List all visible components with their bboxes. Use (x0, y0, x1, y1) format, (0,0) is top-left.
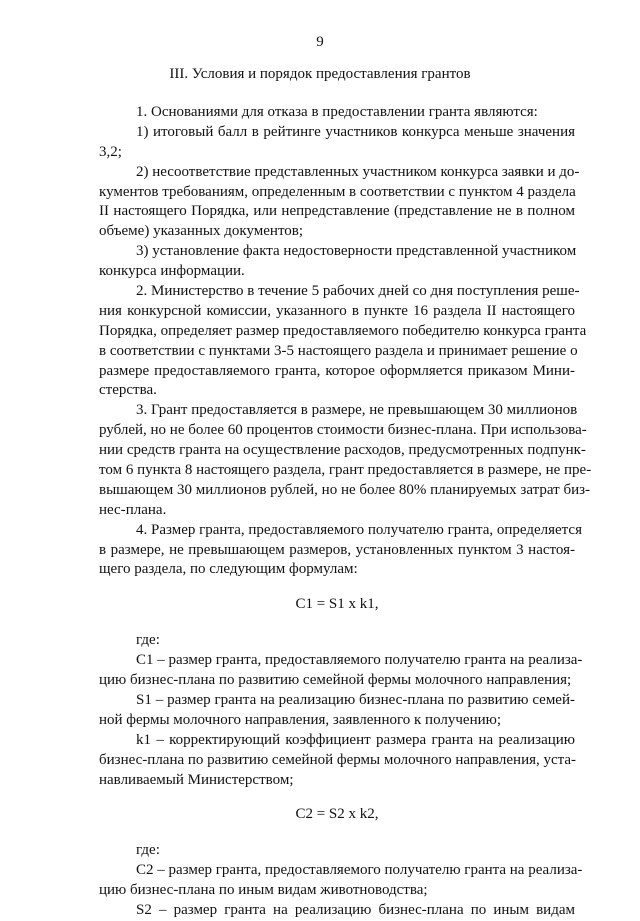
paragraph-line: в соответствии с пунктами 3-5 настоящего раздела и принимает решение о (99, 342, 578, 359)
paragraph-line: 2) несоответствие представленных участником конкурса заявки и до- (136, 163, 580, 180)
paragraph-line: бизнес-плана по развитию семейной фермы молочного направления, уста- (99, 751, 577, 768)
paragraph-line: C2 – размер гранта, предоставляемого получателю гранта на реализа- (136, 862, 583, 879)
paragraph-line: конкурса информации. (99, 263, 245, 280)
paragraph-line: k1 – корректирующий коэффициент размера гранта на реализацию (136, 731, 575, 748)
paragraph-line: где: (136, 632, 160, 649)
paragraph-line: нии средств гранта на осуществление расходов, предусмотренных подпунк- (99, 442, 586, 459)
section-title: III. Условия и порядок предоставления грантов (169, 66, 471, 82)
paragraph-line: цию бизнес-плана по развитию семейной фермы молочного направления; (99, 672, 572, 689)
paragraph-line: 1. Основаниями для отказа в предоставлении гранта являются: (136, 104, 538, 120)
document-body (99, 103, 592, 921)
paragraph-line: нес-плана. (99, 501, 167, 518)
paragraph-line: 1) итоговый балл в рейтинге участников конкурса меньше значения (136, 123, 575, 140)
page-number: 9 (316, 34, 324, 50)
paragraph-line: 3,2; (99, 143, 122, 160)
paragraph-line: C1 – размер гранта, предоставляемого получателю гранта на реализа- (136, 652, 583, 669)
paragraph-line: навливаемый Министерством; (99, 771, 294, 788)
paragraph-line: 3) установление факта недостоверности представленной участником (136, 243, 577, 260)
paragraph-line: где: (136, 842, 160, 859)
paragraph-line: вышающем 30 миллионов рублей, но не более 80% планируемых затрат биз- (99, 481, 591, 498)
paragraph-line: Порядка, определяет размер предоставляемого победителю конкурса гранта (99, 322, 587, 339)
paragraph-line: щего раздела, по следующим формулам: (99, 561, 358, 578)
paragraph-line: II настоящего Порядка, или непредставление (представление не в полном (99, 203, 575, 220)
paragraph-line: размере предоставляемого гранта, которое оформляется приказом Мини- (99, 362, 575, 379)
paragraph-line: в размере, не превышающем размеров, установленных пунктом 3 настоя- (99, 541, 575, 558)
paragraph-line: цию бизнес-плана по иным видам животноводства; (99, 882, 428, 899)
paragraph-line: S1 – размер гранта на реализацию бизнес-плана по развитию семей- (136, 691, 575, 708)
paragraph-line: 3. Грант предоставляется в размере, не превышающем 30 миллионов (136, 402, 578, 419)
paragraph-line: кументов требованиям, определенным в соответствии с пунктом 4 раздела (99, 183, 576, 200)
formula-c1: C1 = S1 x k1, (295, 596, 379, 613)
paragraph-line: стерства. (99, 382, 157, 399)
paragraph-line: рублей, но не более 60 процентов стоимости бизнес-плана. При использова- (99, 422, 587, 439)
paragraph-line: ния конкурсной комиссии, указанного в пункте 16 раздела II настоящего (99, 302, 575, 319)
paragraph-line: 4. Размер гранта, предоставляемого получателю гранта, определяется (136, 521, 582, 538)
paragraph-line: 2. Министерство в течение 5 рабочих дней со дня поступления реше- (136, 283, 580, 300)
paragraph-line: объеме) указанных документов; (99, 223, 304, 240)
paragraph-line: ной фермы молочного направления, заявленного к получению; (99, 711, 501, 728)
formula-c2: C2 = S2 x k2, (295, 806, 379, 823)
paragraph-line: S2 – размер гранта на реализацию бизнес-плана по иным видам (136, 901, 575, 918)
paragraph-line: том 6 пункта 8 настоящего раздела, грант предоставляется в размере, не пре- (99, 462, 592, 479)
